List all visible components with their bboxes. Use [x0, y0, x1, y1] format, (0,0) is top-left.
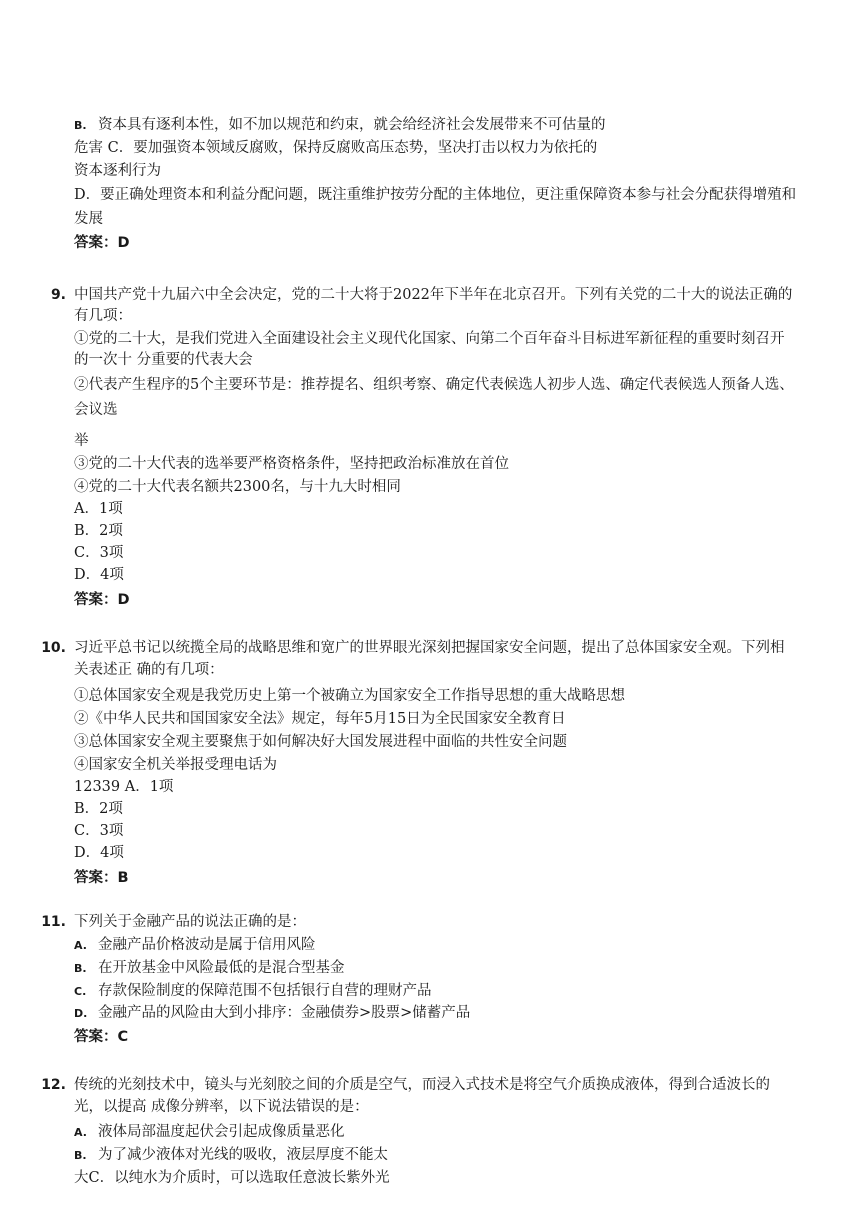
q11-option-a	[74, 935, 316, 956]
q12-option-a-label: A.	[74, 1126, 87, 1139]
q11-option-d-text: 金融产品的风险由大到小排序：金融债券>股票>储蓄产品	[98, 1005, 471, 1021]
q11-option-b	[74, 958, 345, 979]
q12-number: 12.	[41, 1077, 66, 1093]
q12-option-b-text: 为了减少液体对光线的吸收，液层厚度不能太	[98, 1147, 388, 1163]
q12-option-a	[74, 1122, 345, 1143]
q12-line-cont: 大C．以纯水为介质时，可以选取任意波长紫外光	[74, 1170, 390, 1186]
q9-stem-line2: 有几项：	[74, 308, 132, 324]
q11-option-a-label: A.	[74, 939, 87, 952]
q10-option-b: B．2项	[74, 801, 123, 817]
q8-option-b-label: B.	[74, 119, 87, 132]
q11-option-a-text: 金融产品价格波动是属于信用风险	[98, 937, 316, 953]
q9-statement-2-line2: 会议选	[74, 402, 118, 418]
q10-stem-line1: 习近平总书记以统揽全局的战略思维和宽广的世界眼光深刻把握国家安全问题，提出了总体国家安全观。下列相	[74, 640, 785, 656]
q11-answer: 答案：C	[74, 1029, 129, 1045]
q12-stem-line1: 传统的光刻技术中，镜头与光刻胶之间的介质是空气，而浸入式技术是将空气介质换成液体，得到合适波长的	[74, 1077, 770, 1093]
q9-option-c: C．3项	[74, 545, 124, 561]
q12-option-b	[74, 1145, 388, 1166]
q11-stem: 下列关于金融产品的说法正确的是：	[74, 914, 306, 930]
q8-line-3: 资本逐利行为	[74, 163, 161, 179]
q9-number: 9.	[50, 287, 66, 303]
q10-statement-3: ③总体国家安全观主要聚焦于如何解决好大国发展进程中面临的共性安全问题	[74, 734, 567, 750]
q10-option-c: C．3项	[74, 823, 124, 839]
q8-line-2: 危害 C．要加强资本领域反腐败，保持反腐败高压态势，坚决打击以权力为依托的	[74, 140, 598, 156]
q9-statement-1-line1: ①党的二十大，是我们党进入全面建设社会主义现代化国家、向第二个百年奋斗目标进军新征程的重要时刻召开	[74, 331, 785, 347]
q10-option-d: D．4项	[74, 845, 124, 861]
q10-statement-4: ④国家安全机关举报受理电话为	[74, 757, 277, 773]
q9-statement-2-line1: ②代表产生程序的5个主要环节是：推荐提名、组织考察、确定代表候选人初步人选、确定代表候选人预备人选、	[74, 377, 794, 393]
q8-option-b	[74, 115, 606, 136]
q10-statement-4-cont: 12339 A．1项	[74, 779, 174, 795]
q8-option-d-line1: D．要正确处理资本和利益分配问题，既注重维护按劳分配的主体地位，更注重保障资本参与社会分配获得增殖和	[74, 187, 797, 203]
q9-stem-line1: 中国共产党十九届六中全会决定，党的二十大将于2022年下半年在北京召开。下列有关党的二十大的说法正确的	[74, 287, 793, 303]
q9-option-d: D．4项	[74, 567, 124, 583]
q9-statement-1-line2: 的一次十 分重要的代表大会	[74, 352, 253, 368]
q11-option-c	[74, 981, 432, 1002]
q9-statement-3: ③党的二十大代表的选举要严格资格条件，坚持把政治标准放在首位	[74, 456, 509, 472]
q8-option-b-text: 资本具有逐利本性，如不加以规范和约束，就会给经济社会发展带来不可估量的	[98, 117, 606, 133]
q9-statement-4: ④党的二十大代表名额共2300名，与十九大时相同	[74, 479, 401, 495]
q11-option-b-label: B.	[74, 962, 87, 975]
q10-statement-2: ②《中华人民共和国国家安全法》规定，每年5月15日为全民国家安全教育日	[74, 711, 566, 727]
q10-stem-line2: 关表述正 确的有几项：	[74, 662, 224, 678]
q9-option-a: A．1项	[74, 501, 123, 517]
q11-option-c-label: C.	[74, 985, 87, 998]
q10-number: 10.	[41, 640, 66, 656]
q9-answer: 答案：D	[74, 592, 130, 608]
q11-option-d	[74, 1003, 470, 1024]
q12-stem-line2: 光，以提高 成像分辨率，以下说法错误的是：	[74, 1099, 369, 1115]
q11-option-d-label: D.	[74, 1007, 88, 1020]
q11-option-c-text: 存款保险制度的保障范围不包括银行自营的理财产品	[98, 983, 432, 999]
q8-answer: 答案：D	[74, 235, 130, 251]
q10-statement-1: ①总体国家安全观是我党历史上第一个被确立为国家安全工作指导思想的重大战略思想	[74, 688, 625, 704]
q12-option-a-text: 液体局部温度起伏会引起成像质量恶化	[98, 1124, 345, 1140]
q8-option-d-line2: 发展	[74, 211, 103, 227]
q10-answer: 答案：B	[74, 870, 129, 886]
q9-statement-2-line3: 举	[74, 433, 89, 449]
q9-option-b: B．2项	[74, 523, 123, 539]
q11-number: 11.	[41, 914, 66, 930]
q11-option-b-text: 在开放基金中风险最低的是混合型基金	[98, 960, 345, 976]
q12-option-b-label: B.	[74, 1149, 87, 1162]
